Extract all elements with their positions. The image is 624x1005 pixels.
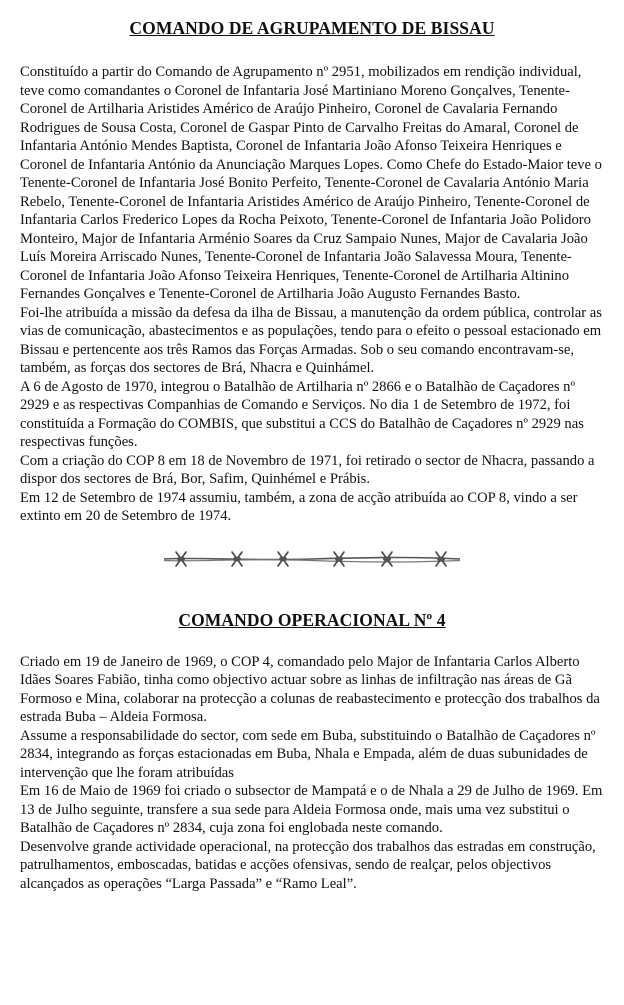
section1-body (20, 63, 604, 526)
section1-paragraph: A 6 de Agosto de 1970, integrou o Batalhão de Artilharia nº 2866 e o Batalhão de Caçadores nº 2929 e as respectivas Companhias de Comando e Serviços. No dia 1 de Setembro de 1972, foi constituída a Formação do COMBIS, que substitui a CCS do Batalhão de Caçadores nº 2929 nas respectivas funções. (20, 378, 584, 450)
section2-paragraph: Assume a responsabilidade do sector, com sede em Buba, substituindo o Batalhão de Caçadores nº 2834, integrando as forças estacionadas em Buba, Nhala e Empada, além de duas subunidades de intervenção que lhe foram atribuídas (20, 727, 596, 781)
barbed-wire-icon (162, 548, 462, 570)
section1-paragraph: Foi-lhe atribuída a missão da defesa da ilha de Bissau, a manutenção da ordem pública, controlar as vias de comunicação, abastecimentos e as populações, tendo para o efeito o pessoal estacionado em Bissau e pertencente aos três Ramos das Forças Armadas. Sob o seu comando encontravam-se, também, as forças dos sectores de Brá, Nhacra e Quinhámel. (20, 304, 602, 376)
section2-paragraph: Em 16 de Maio de 1969 foi criado o subsector de Mampatá e o de Nhala a 29 de Julho de 1969. Em 13 de Julho seguinte, transfere a sua sede para Aldeia Formosa onde, mais uma vez substitui o Batalhão de Caçadores nº 2834, cuja zona foi englobada neste comando. (20, 783, 603, 836)
section-divider (20, 548, 604, 570)
section2-paragraph: Criado em 19 de Janeiro de 1969, o COP 4, comandado pelo Major de Infantaria Carlos Alberto Idães Soares Fabião, tinha como objectivo actuar sobre as linhas de infiltração nas áreas de Gã Formoso e Mina, colaborar na protecção a colunas de reabastecimento e protecção dos trabalhos da estrada Buba – Aldeia Formosa. (20, 653, 600, 725)
section1-paragraph: Com a criação do COP 8 em 18 de Novembro de 1971, foi retirado o sector de Nhacra, passando a dispor dos sectores de Brá, Bor, Safim, Quinhémel e Prábis. (20, 452, 595, 487)
section1-paragraph: Constituído a partir do Comando de Agrupamento nº 2951, mobilizados em rendição individual, teve como comandantes o Coronel de Infantaria José Martiniano Moreno Gonçalves, Tenente-Coronel de Artilharia Aristides Américo de Araújo Pinheiro, Coronel de Cavalaria Fernando Rodrigues de Sousa Costa, Coronel de Gaspar Pinto de Carvalho Freitas do Amaral, Coronel de Infantaria António Mendes Baptista, Coronel de Infantaria João Afonso Teixeira Henriques e Coronel de Infantaria António da Anunciação Marques Lopes. Como Chefe do Estado-Maior teve o Tenente-Coronel de Infantaria José Bonito Perfeito, Tenente-Coronel de Cavalaria António Maria Rebelo, Tenente-Coronel de Infantaria Aristides Américo de Araújo Pinheiro, Tenente-Coronel de Infantaria Carlos Frederico Lopes da Rocha Peixoto, Tenente-Coronel de Infantaria João Polidoro Monteiro, Major de Infantaria Arménio Soares da Cruz Sampaio Nunes, Major de Cavalaria João Luís Moreira Arriscado Nunes, Tenente-Coronel de Infantaria João Salavessa Moura, Tenente-Coronel de Infantaria João Afonso Teixeira Henriques, Tenente-Coronel de Artilharia Altinino Fernandes Gonçalves e Tenente-Coronel de Artilharia João Augusto Fernandes Basto. (20, 64, 602, 302)
section2-body (20, 653, 604, 894)
section1-paragraph: Em 12 de Setembro de 1974 assumiu, também, a zona de acção atribuída ao COP 8, vindo a ser extinto em 20 de Setembro de 1974. (20, 489, 578, 524)
section1-title: COMANDO DE AGRUPAMENTO DE BISSAU (129, 18, 495, 38)
section2-paragraph: Desenvolve grande actividade operacional, na protecção dos trabalhos das estradas em construção, patrulhamentos, emboscadas, batidas e acções ofensivas, sendo de realçar, pelos objectivos alcançados as operações “Larga Passada” e “Ramo Leal”. (20, 838, 596, 892)
section2-title: COMANDO OPERACIONAL Nº 4 (178, 609, 446, 630)
